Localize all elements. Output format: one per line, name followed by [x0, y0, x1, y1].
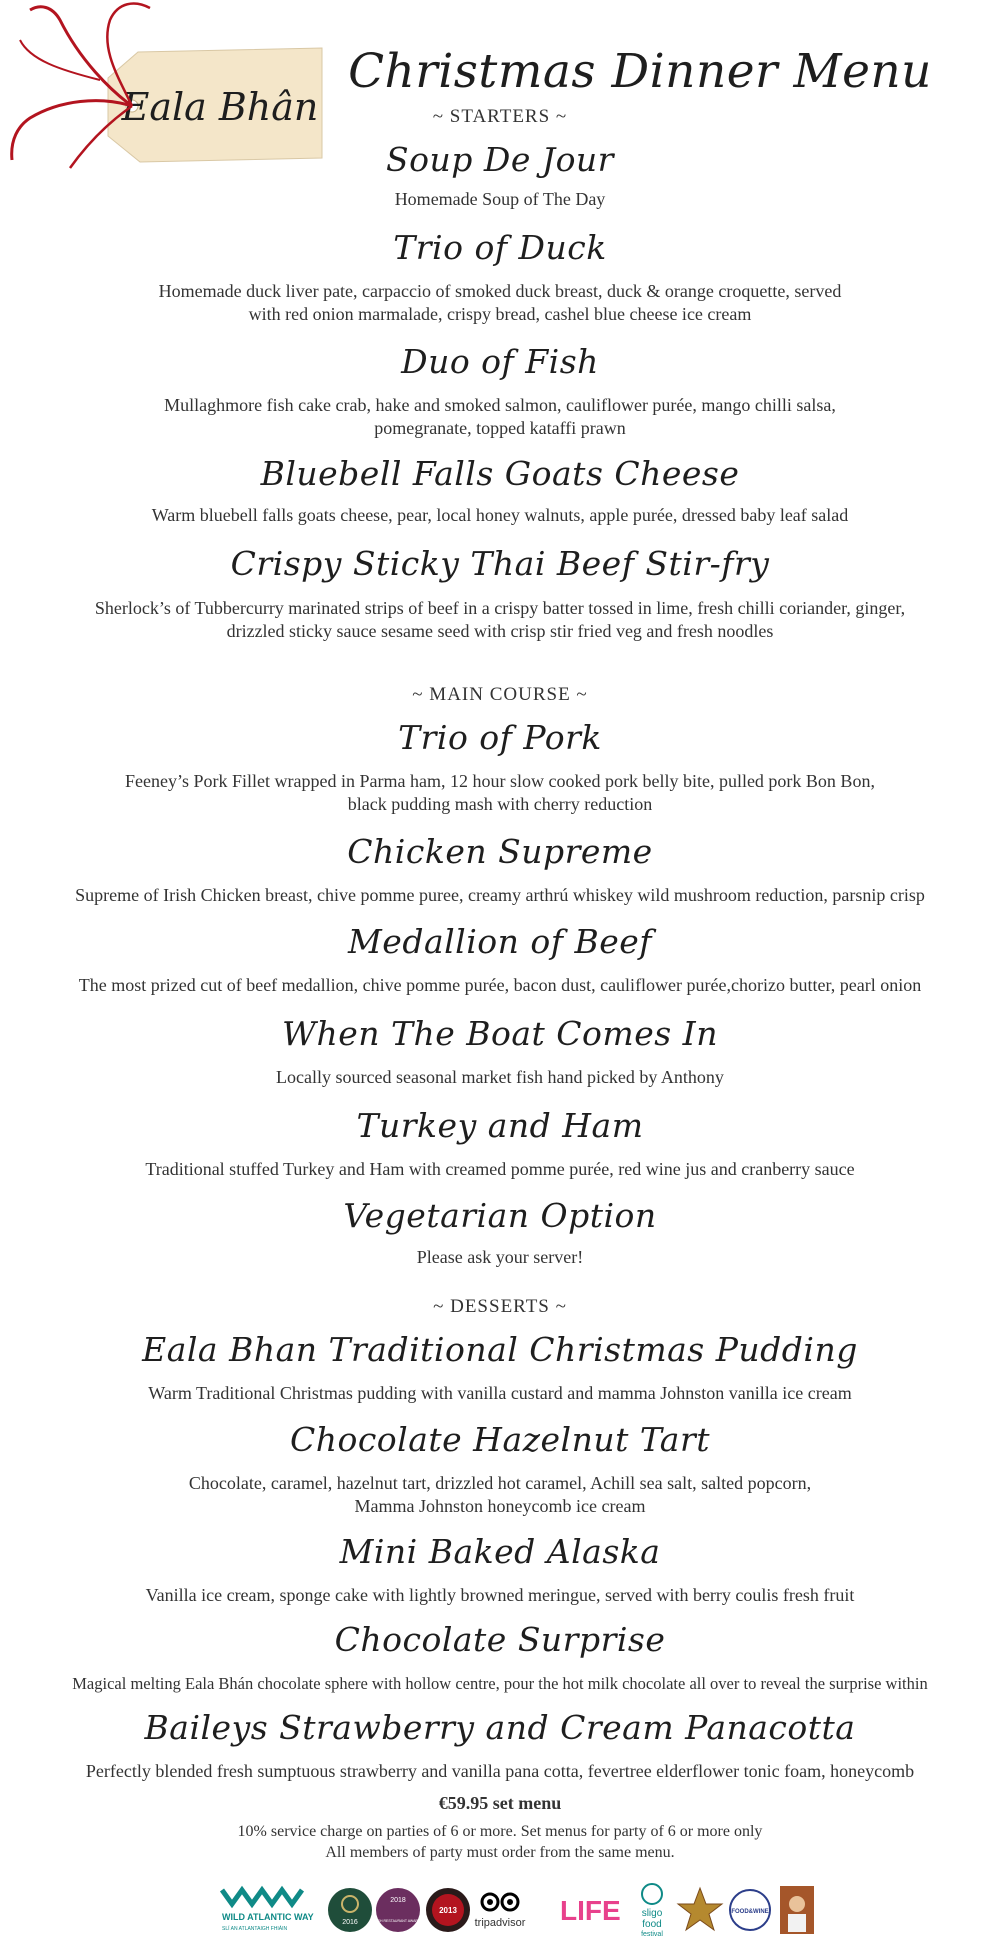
award-logos-strip [220, 1880, 820, 1940]
dish-name: Soup De Jour [386, 140, 614, 179]
menu-title: Christmas Dinner Menu [348, 44, 932, 99]
tripadvisor-logo [475, 1894, 526, 1929]
section-starters: ~ STARTERS ~ [432, 106, 568, 127]
svg-text:2018: 2018 [390, 1897, 406, 1904]
dish-description: drizzled sticky sauce sesame seed with crisp stir fried veg and fresh noodles [226, 621, 774, 641]
food-and-wine-badge [730, 1890, 770, 1930]
svg-text:2016: 2016 [342, 1919, 358, 1926]
dish-description: Mamma Johnston honeycomb ice cream [354, 1496, 646, 1516]
dish-name: Vegetarian Option [343, 1196, 657, 1235]
dish-description: Warm bluebell falls goats cheese, pear, local honey walnuts, apple purée, dressed baby leaf salad [151, 505, 849, 525]
dish-name: Trio of Duck [393, 228, 607, 267]
dish-name: Duo of Fish [401, 342, 599, 381]
dish-name: Chocolate Surprise [334, 1620, 666, 1659]
dish-name: Eala Bhan Traditional Christmas Pudding [142, 1330, 858, 1369]
party-order-note: All members of party must order from the same menu. [325, 1844, 675, 1861]
dish-description: Traditional stuffed Turkey and Ham with creamed pomme purée, red wine jus and cranberry sauce [145, 1159, 855, 1179]
tag-brand-text: Eala Bhân [121, 85, 319, 129]
award-2013-seal [426, 1888, 470, 1932]
dish-description: Perfectly blended fresh sumptuous strawberry and vanilla pana cotta, fevertree elderflower tonic foam, honeycomb [85, 1761, 915, 1781]
dish-name: Chicken Supreme [347, 832, 653, 871]
award-2016-badge [328, 1888, 372, 1932]
dish-description: The most prized cut of beef medallion, chive pomme purée, bacon dust, cauliflower purée,chorizo butter, pearl onion [78, 975, 922, 995]
svg-text:SLÍ AN ATLANTAIGH FHIÁIN: SLÍ AN ATLANTAIGH FHIÁIN [222, 1926, 288, 1932]
dish-description: Vanilla ice cream, sponge cake with lightly browned meringue, served with berry coulis fresh fruit [145, 1585, 855, 1605]
dish-description: Homemade Soup of The Day [394, 189, 606, 209]
dish-description: Sherlock’s of Tubbercurry marinated strips of beef in a crispy batter tossed in lime, fresh chilli coriander, ginger, [94, 598, 906, 618]
service-charge-note: 10% service charge on parties of 6 or more. Set menus for party of 6 or more only [237, 1823, 763, 1840]
star-award-badge [678, 1888, 722, 1930]
dish-description: Magical melting Eala Bhán chocolate sphere with hollow centre, pour the hot milk chocolate all over to reveal the surprise within [72, 1674, 928, 1693]
dish-description: Mullaghmore fish cake crab, hake and smoked salmon, cauliflower purée, mango chilli salsa, [164, 395, 836, 415]
irish-restaurant-awards-2018-badge [373, 1888, 423, 1932]
wild-atlantic-way-logo [222, 1890, 314, 1932]
dish-description: Locally sourced seasonal market fish hand picked by Anthony [276, 1067, 724, 1087]
svg-text:2013: 2013 [439, 1906, 457, 1915]
svg-text:food: food [642, 1919, 662, 1930]
dish-name: Trio of Pork [398, 718, 602, 757]
dish-description: Warm Traditional Christmas pudding with vanilla custard and mamma Johnston vanilla ice cream [148, 1383, 852, 1403]
dish-name: Crispy Sticky Thai Beef Stir-fry [230, 544, 770, 583]
dish-description: Chocolate, caramel, hazelnut tart, drizzled hot caramel, Achill sea salt, salted popcorn, [188, 1473, 812, 1493]
svg-text:IRISH RESTAURANT AWARDS: IRISH RESTAURANT AWARDS [373, 1919, 423, 1923]
life-logo [560, 1895, 621, 1926]
dish-description: Please ask your server! [416, 1247, 584, 1267]
dish-description: with red onion marmalade, crispy bread, cashel blue cheese ice cream [248, 304, 752, 324]
dish-name: Turkey and Ham [356, 1106, 644, 1145]
dish-name: Baileys Strawberry and Cream Panacotta [144, 1708, 856, 1747]
dish-name: Mini Baked Alaska [339, 1532, 661, 1571]
dish-description: Supreme of Irish Chicken breast, chive pomme puree, creamy arthrú whiskey wild mushroom reduction, parsnip crisp [75, 885, 925, 905]
svg-text:WILD ATLANTIC WAY: WILD ATLANTIC WAY [222, 1912, 314, 1922]
svg-text:festival: festival [641, 1931, 663, 1938]
svg-text:FOOD&WINE: FOOD&WINE [731, 1909, 769, 1915]
dish-name: When The Boat Comes In [282, 1014, 718, 1053]
sligo-food-festival-logo [641, 1884, 663, 1938]
dish-description: Feeney’s Pork Fillet wrapped in Parma ham, 12 hour slow cooked pork belly bite, pulled pork Bon Bon, [125, 771, 875, 791]
dish-name: Medallion of Beef [348, 922, 652, 961]
dish-description: black pudding mash with cherry reduction [347, 794, 653, 814]
chef-photo-badge [780, 1886, 814, 1934]
svg-text:LIFE: LIFE [560, 1895, 621, 1926]
dish-name: Bluebell Falls Goats Cheese [260, 454, 740, 493]
dish-description: Homemade duck liver pate, carpaccio of smoked duck breast, duck & orange croquette, served [158, 281, 842, 301]
section-desserts: ~ DESSERTS ~ [433, 1296, 567, 1317]
dish-description: pomegranate, topped kataffi prawn [374, 418, 626, 438]
dish-name: Chocolate Hazelnut Tart [289, 1420, 711, 1459]
svg-text:tripadvisor: tripadvisor [474, 1917, 526, 1929]
set-menu-price: €59.95 set menu [438, 1793, 562, 1813]
svg-text:sligo: sligo [641, 1908, 663, 1919]
section-main-course: ~ MAIN COURSE ~ [412, 684, 588, 705]
